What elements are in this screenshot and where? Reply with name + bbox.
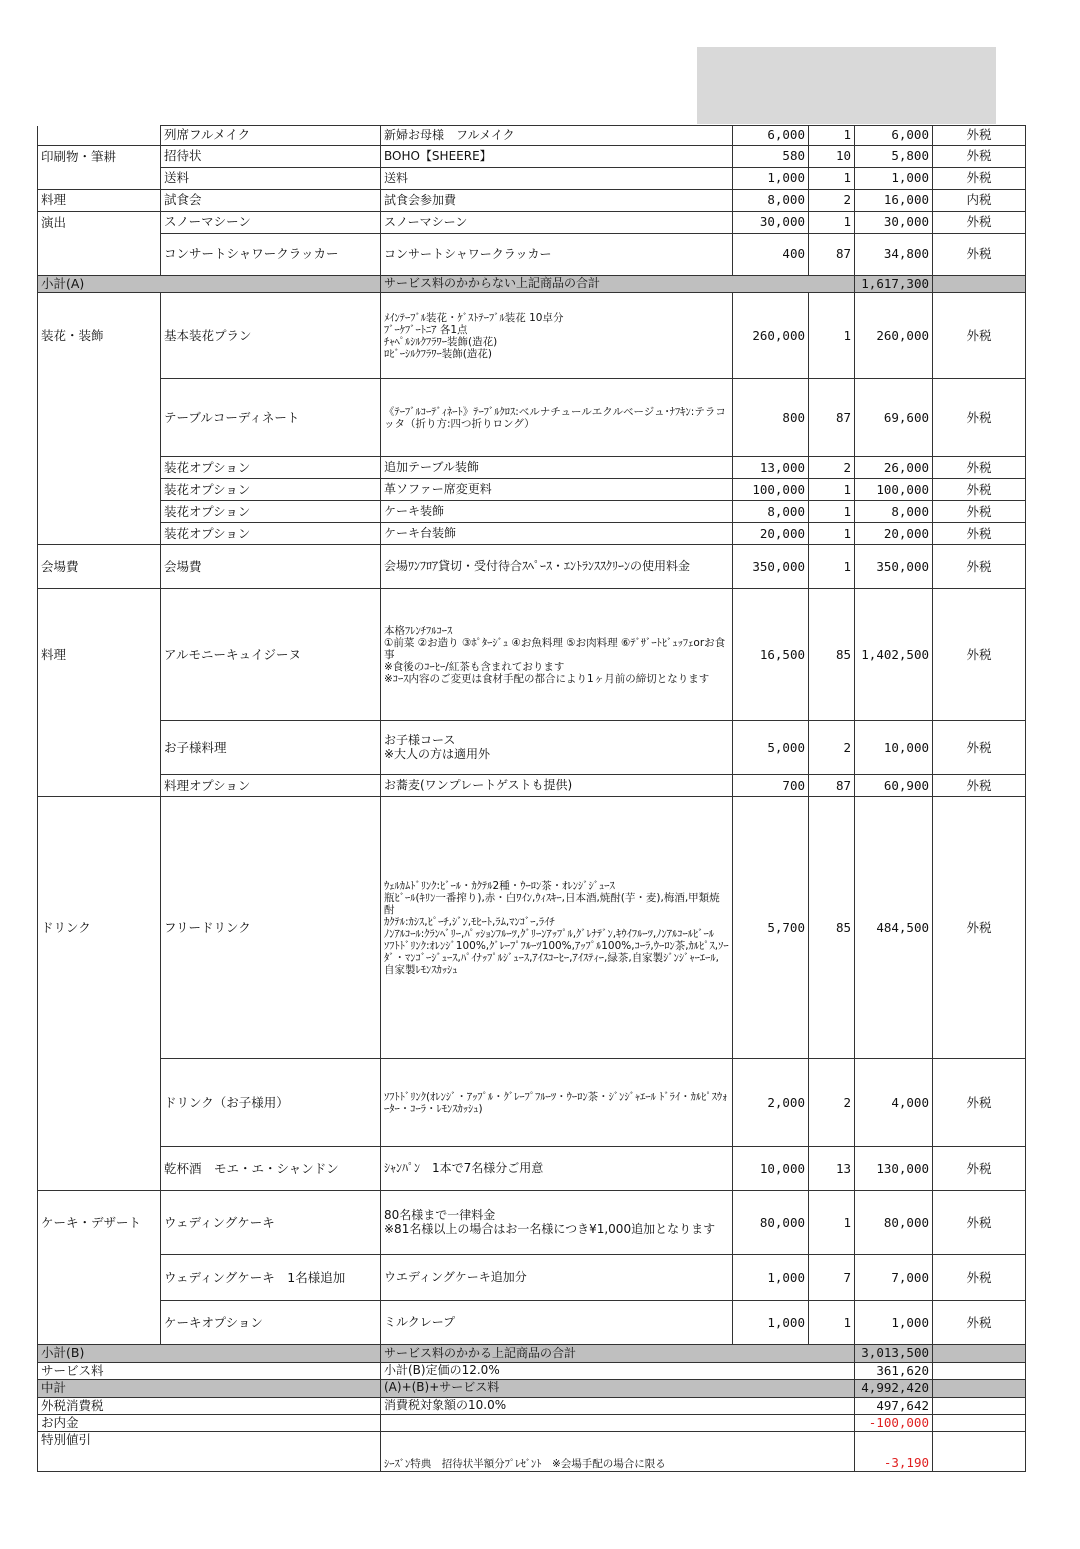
category-cell: 料理 xyxy=(38,589,161,721)
item-name-cell: ウェディングケーキ 1名様追加 xyxy=(161,1255,381,1301)
unit-price-cell: 350,000 xyxy=(733,545,809,589)
item-name-cell: ドリンク（お子様用） xyxy=(161,1059,381,1147)
item-name-cell: コンサートシャワークラッカー xyxy=(161,234,381,276)
description-cell: ケーキ台装飾 xyxy=(381,523,733,545)
item-name-cell: お子様料理 xyxy=(161,721,381,775)
description-cell: 送料 xyxy=(381,168,733,190)
item-name-cell: 料理オプション xyxy=(161,775,381,797)
tax-type-cell: 外税 xyxy=(933,797,1026,1059)
tax-type-cell: 外税 xyxy=(933,168,1026,190)
summary-label: 特別値引 xyxy=(38,1432,381,1472)
category-cell xyxy=(38,775,161,797)
subtotal-b-row xyxy=(38,1345,1026,1362)
unit-price-cell: 13,000 xyxy=(733,457,809,479)
summary-amount: 4,992,420 xyxy=(855,1380,933,1397)
quantity-cell: 2 xyxy=(809,457,855,479)
item-name-cell: 乾杯酒 モエ・エ・シャンドン xyxy=(161,1147,381,1191)
unit-price-cell: 1,000 xyxy=(733,168,809,190)
tax-type-cell: 外税 xyxy=(933,501,1026,523)
summary-empty-cell xyxy=(933,1432,1026,1472)
unit-price-cell: 80,000 xyxy=(733,1191,809,1255)
amount-cell: 30,000 xyxy=(855,212,933,234)
summary-description: 小計(B)定価の12.0% xyxy=(381,1362,855,1379)
amount-cell: 350,000 xyxy=(855,545,933,589)
unit-price-cell: 260,000 xyxy=(733,293,809,379)
summary-empty-cell xyxy=(933,1345,1026,1362)
summary-label: サービス料 xyxy=(38,1362,381,1379)
item-name-cell: 基本装花プラン xyxy=(161,293,381,379)
description-cell: ｼｬﾝﾊﾟﾝ 1本で7名様分ご用意 xyxy=(381,1147,733,1191)
tax-type-cell: 外税 xyxy=(933,1255,1026,1301)
quantity-cell: 2 xyxy=(809,1059,855,1147)
summary-label: お内金 xyxy=(38,1414,381,1431)
table-row xyxy=(38,797,1026,1059)
summary-empty-cell xyxy=(933,1380,1026,1397)
description-cell: ｳｪﾙｶﾑﾄﾞﾘﾝｸ:ﾋﾞｰﾙ・ｶｸﾃﾙ2種・ｳｰﾛﾝ茶・ｵﾚﾝｼﾞｼﾞｭｰｽ 瓶ﾋﾞｰﾙ(ｷﾘﾝ一番搾り),赤・白ﾜｲﾝ,ｳｨｽｷｰ,日本酒,焼酎(芋・麦),梅酒,甲類焼酎 ｶｸﾃﾙ:ｶｼｽ,ﾋﾟｰﾁ,ｼﾞﾝ,ﾓﾋｰﾄ,ﾗﾑ,ﾏﾝｺﾞｰ,ﾗｲﾁ ﾉﾝｱﾙｺｰﾙ:ｸﾗﾝﾍﾞﾘｰ,ﾊﾟｯｼｮﾝﾌﾙｰﾂ,ｸﾞﾘｰﾝｱｯﾌﾟﾙ,ｸﾞﾚﾅﾃﾞﾝ,ｷｳｲﾌﾙｰﾂ,ﾉﾝｱﾙｺｰﾙﾋﾞｰﾙ ｿﾌﾄﾄﾞﾘﾝｸ:ｵﾚﾝｼﾞ100%,ｸﾞﾚｰﾌﾟﾌﾙｰﾂ100%,ｱｯﾌﾟﾙ100%,ｺｰﾗ,ｳｰﾛﾝ茶,ｶﾙﾋﾟｽ,ｿｰﾀﾞ・ﾏﾝｺﾞｰｼﾞｭｰｽ,ﾊﾟｲﾅｯﾌﾟﾙｼﾞｭｰｽ,ｱｲｽｺｰﾋｰ,ｱｲｽﾃｨｰ,緑茶,自家製ｼﾞﾝｼﾞｬｰｴｰﾙ,自家製ﾚﾓﾝｽｶｯｼｭ xyxy=(381,797,733,1059)
table-row xyxy=(38,479,1026,501)
discount-row xyxy=(38,1432,1026,1472)
table-row xyxy=(38,501,1026,523)
quantity-cell: 87 xyxy=(809,379,855,457)
description-cell: ｿﾌﾄﾄﾞﾘﾝｸ(ｵﾚﾝｼﾞ・ｱｯﾌﾟﾙ・ｸﾞﾚｰﾌﾟﾌﾙｰﾂ・ｳｰﾛﾝ茶・ｼﾞﾝｼﾞｬｴｰﾙ ﾄﾞﾗｲ・ｶﾙﾋﾟｽｳｫｰﾀｰ・ｺｰﾗ・ﾚﾓﾝｽｶｯｼｭ) xyxy=(381,1059,733,1147)
category-cell xyxy=(38,523,161,545)
table-row xyxy=(38,379,1026,457)
description-cell: 革ソファー席変更料 xyxy=(381,479,733,501)
description-cell: 80名様まで一律料金 ※81名様以上の場合はお一名様につき¥1,000追加となります xyxy=(381,1191,733,1255)
redacted-box xyxy=(697,47,996,124)
quantity-cell: 1 xyxy=(809,168,855,190)
tax-type-cell: 外税 xyxy=(933,1301,1026,1345)
description-cell: コンサートシャワークラッカー xyxy=(381,234,733,276)
amount-cell: 1,000 xyxy=(855,1301,933,1345)
summary-label: 小計(A) xyxy=(38,276,381,293)
tax-type-cell: 外税 xyxy=(933,1059,1026,1147)
estimate-table xyxy=(37,125,1026,1472)
summary-description: 消費税対象額の10.0% xyxy=(381,1397,855,1414)
amount-cell: 130,000 xyxy=(855,1147,933,1191)
summary-empty-cell xyxy=(933,276,1026,293)
table-row xyxy=(38,721,1026,775)
summary-empty-cell xyxy=(933,1397,1026,1414)
table-row xyxy=(38,1059,1026,1147)
item-name-cell: 招待状 xyxy=(161,146,381,168)
category-cell xyxy=(38,721,161,775)
summary-amount: 1,617,300 xyxy=(855,276,933,293)
unit-price-cell: 30,000 xyxy=(733,212,809,234)
description-cell: ケーキ装飾 xyxy=(381,501,733,523)
amount-cell: 100,000 xyxy=(855,479,933,501)
table-row xyxy=(38,523,1026,545)
summary-label: 小計(B) xyxy=(38,1345,381,1362)
quantity-cell: 1 xyxy=(809,212,855,234)
tax-type-cell: 外税 xyxy=(933,146,1026,168)
category-cell: 演出 xyxy=(38,212,161,234)
amount-cell: 260,000 xyxy=(855,293,933,379)
tax-type-cell: 外税 xyxy=(933,1191,1026,1255)
unit-price-cell: 5,700 xyxy=(733,797,809,1059)
category-cell xyxy=(38,457,161,479)
amount-cell: 6,000 xyxy=(855,126,933,146)
summary-empty-cell xyxy=(933,1362,1026,1379)
amount-cell: 20,000 xyxy=(855,523,933,545)
description-cell: 追加テーブル装飾 xyxy=(381,457,733,479)
item-name-cell: 列席フルメイク xyxy=(161,126,381,146)
unit-price-cell: 6,000 xyxy=(733,126,809,146)
summary-description: サービス料のかからない上記商品の合計 xyxy=(381,276,855,293)
tax-type-cell: 外税 xyxy=(933,457,1026,479)
tax-type-cell: 外税 xyxy=(933,234,1026,276)
table-row xyxy=(38,1147,1026,1191)
amount-cell: 1,402,500 xyxy=(855,589,933,721)
quantity-cell: 1 xyxy=(809,545,855,589)
description-cell: 本格ﾌﾚﾝﾁﾌﾙｺｰｽ ①前菜 ②お造り ③ﾎﾟﾀｰｼﾞｭ ④お魚料理 ⑤お肉料理 ⑥ﾃﾞｻﾞｰﾄﾋﾞｭｯﾌｪorお食事 ※食後のｺｰﾋｰ/紅茶も含まれております ※ｺｰｽ内容のご変更は食材手配の都合により1ヶ月前の締切となります xyxy=(381,589,733,721)
item-name-cell: アルモニーキュイジーヌ xyxy=(161,589,381,721)
item-name-cell: 装花オプション xyxy=(161,479,381,501)
category-cell xyxy=(38,1255,161,1301)
item-name-cell: ウェディングケーキ xyxy=(161,1191,381,1255)
unit-price-cell: 700 xyxy=(733,775,809,797)
summary-description xyxy=(381,1414,855,1431)
unit-price-cell: 100,000 xyxy=(733,479,809,501)
item-name-cell: 装花オプション xyxy=(161,457,381,479)
item-name-cell: フリードリンク xyxy=(161,797,381,1059)
amount-cell: 60,900 xyxy=(855,775,933,797)
item-name-cell: 送料 xyxy=(161,168,381,190)
table-row xyxy=(38,1191,1026,1255)
description-cell: BOHO【SHEERE】 xyxy=(381,146,733,168)
summary-description: (A)+(B)+サービス料 xyxy=(381,1380,855,1397)
quantity-cell: 7 xyxy=(809,1255,855,1301)
description-cell: 新婦お母様 フルメイク xyxy=(381,126,733,146)
middle-row xyxy=(38,1380,1026,1397)
deposit-row xyxy=(38,1414,1026,1431)
tax-type-cell: 外税 xyxy=(933,379,1026,457)
table-row xyxy=(38,190,1026,212)
amount-cell: 7,000 xyxy=(855,1255,933,1301)
summary-empty-cell xyxy=(933,1414,1026,1431)
unit-price-cell: 16,500 xyxy=(733,589,809,721)
amount-cell: 69,600 xyxy=(855,379,933,457)
table-row xyxy=(38,293,1026,379)
summary-amount: 3,013,500 xyxy=(855,1345,933,1362)
table-row xyxy=(38,126,1026,146)
category-cell xyxy=(38,1301,161,1345)
unit-price-cell: 1,000 xyxy=(733,1301,809,1345)
unit-price-cell: 20,000 xyxy=(733,523,809,545)
item-name-cell: テーブルコーディネート xyxy=(161,379,381,457)
amount-cell: 484,500 xyxy=(855,797,933,1059)
description-cell: ミルクレープ xyxy=(381,1301,733,1345)
quantity-cell: 1 xyxy=(809,501,855,523)
quantity-cell: 1 xyxy=(809,293,855,379)
description-cell: スノーマシーン xyxy=(381,212,733,234)
quantity-cell: 1 xyxy=(809,523,855,545)
tax-type-cell: 外税 xyxy=(933,1147,1026,1191)
table-row xyxy=(38,457,1026,479)
category-cell xyxy=(38,168,161,190)
quantity-cell: 10 xyxy=(809,146,855,168)
description-cell: お子様コース ※大人の方は適用外 xyxy=(381,721,733,775)
item-name-cell: 会場費 xyxy=(161,545,381,589)
unit-price-cell: 10,000 xyxy=(733,1147,809,1191)
table-row xyxy=(38,775,1026,797)
item-name-cell: ケーキオプション xyxy=(161,1301,381,1345)
amount-cell: 4,000 xyxy=(855,1059,933,1147)
amount-cell: 1,000 xyxy=(855,168,933,190)
category-cell xyxy=(38,501,161,523)
description-cell: ﾒｲﾝﾃｰﾌﾞﾙ装花・ｹﾞｽﾄﾃｰﾌﾞﾙ装花 10卓分 ﾌﾞｰｹﾌﾞｰﾄﾆｱ 各1点 ﾁｬﾍﾟﾙｼﾙｸﾌﾗﾜｰ装飾(造花) ﾛﾋﾞｰｼﾙｸﾌﾗﾜｰ装飾(造花) xyxy=(381,293,733,379)
summary-label: 外税消費税 xyxy=(38,1397,381,1414)
summary-amount: 361,620 xyxy=(855,1362,933,1379)
category-cell: 印刷物・筆耕 xyxy=(38,146,161,168)
summary-amount: -100,000 xyxy=(855,1414,933,1431)
tax-type-cell: 外税 xyxy=(933,721,1026,775)
tax-type-cell: 外税 xyxy=(933,523,1026,545)
quantity-cell: 1 xyxy=(809,1301,855,1345)
table-row xyxy=(38,1301,1026,1345)
table-row xyxy=(38,168,1026,190)
unit-price-cell: 800 xyxy=(733,379,809,457)
category-cell xyxy=(38,234,161,276)
tax-type-cell: 外税 xyxy=(933,775,1026,797)
table-row xyxy=(38,234,1026,276)
table-row xyxy=(38,212,1026,234)
table-row xyxy=(38,146,1026,168)
unit-price-cell: 1,000 xyxy=(733,1255,809,1301)
description-cell: ウエディングケーキ追加分 xyxy=(381,1255,733,1301)
service-row xyxy=(38,1362,1026,1379)
description-cell: 会場ﾜﾝﾌﾛｱ貸切・受付待合ｽﾍﾟｰｽ・ｴﾝﾄﾗﾝｽｽｸﾘｰﾝの使用料金 xyxy=(381,545,733,589)
tax-type-cell: 外税 xyxy=(933,126,1026,146)
description-cell: 《ﾃｰﾌﾞﾙｺｰﾃﾞｨﾈｰﾄ》ﾃｰﾌﾞﾙｸﾛｽ:ベルナチュールエクルベージュ･ﾅﾌｷﾝ:テラコッタ（折り方:四つ折りロング） xyxy=(381,379,733,457)
summary-amount: -3,190 xyxy=(855,1432,933,1472)
amount-cell: 80,000 xyxy=(855,1191,933,1255)
table-row xyxy=(38,545,1026,589)
tax-type-cell: 外税 xyxy=(933,293,1026,379)
table-row xyxy=(38,589,1026,721)
quantity-cell: 87 xyxy=(809,775,855,797)
quantity-cell: 2 xyxy=(809,721,855,775)
quantity-cell: 2 xyxy=(809,190,855,212)
category-cell: 装花・装飾 xyxy=(38,293,161,379)
quantity-cell: 1 xyxy=(809,1191,855,1255)
quantity-cell: 85 xyxy=(809,797,855,1059)
unit-price-cell: 400 xyxy=(733,234,809,276)
tax-type-cell: 外税 xyxy=(933,589,1026,721)
item-name-cell: 試食会 xyxy=(161,190,381,212)
amount-cell: 10,000 xyxy=(855,721,933,775)
category-cell: 会場費 xyxy=(38,545,161,589)
unit-price-cell: 580 xyxy=(733,146,809,168)
unit-price-cell: 2,000 xyxy=(733,1059,809,1147)
amount-cell: 34,800 xyxy=(855,234,933,276)
category-cell xyxy=(38,126,161,146)
amount-cell: 26,000 xyxy=(855,457,933,479)
category-cell: ドリンク xyxy=(38,797,161,1059)
category-cell xyxy=(38,1059,161,1147)
item-name-cell: 装花オプション xyxy=(161,501,381,523)
category-cell: ケーキ・デザート xyxy=(38,1191,161,1255)
item-name-cell: 装花オプション xyxy=(161,523,381,545)
category-cell xyxy=(38,379,161,457)
subtotal-a-row xyxy=(38,276,1026,293)
category-cell xyxy=(38,1147,161,1191)
category-cell xyxy=(38,479,161,501)
description-cell: お蕎麦(ワンプレートゲストも提供) xyxy=(381,775,733,797)
description-cell: 試食会参加費 xyxy=(381,190,733,212)
amount-cell: 5,800 xyxy=(855,146,933,168)
quantity-cell: 85 xyxy=(809,589,855,721)
summary-description: ｼｰｽﾞﾝ特典 招待状半額分ﾌﾟﾚｾﾞﾝﾄ ※会場手配の場合に限る xyxy=(381,1432,855,1472)
summary-label: 中計 xyxy=(38,1380,381,1397)
summary-amount: 497,642 xyxy=(855,1397,933,1414)
quantity-cell: 1 xyxy=(809,479,855,501)
quantity-cell: 1 xyxy=(809,126,855,146)
tax-type-cell: 外税 xyxy=(933,479,1026,501)
amount-cell: 8,000 xyxy=(855,501,933,523)
unit-price-cell: 8,000 xyxy=(733,501,809,523)
tax-type-cell: 内税 xyxy=(933,190,1026,212)
category-cell: 料理 xyxy=(38,190,161,212)
tax-row xyxy=(38,1397,1026,1414)
item-name-cell: スノーマシーン xyxy=(161,212,381,234)
tax-type-cell: 外税 xyxy=(933,212,1026,234)
unit-price-cell: 8,000 xyxy=(733,190,809,212)
quantity-cell: 87 xyxy=(809,234,855,276)
quantity-cell: 13 xyxy=(809,1147,855,1191)
summary-description: サービス料のかかる上記商品の合計 xyxy=(381,1345,855,1362)
amount-cell: 16,000 xyxy=(855,190,933,212)
tax-type-cell: 外税 xyxy=(933,545,1026,589)
table-row xyxy=(38,1255,1026,1301)
unit-price-cell: 5,000 xyxy=(733,721,809,775)
